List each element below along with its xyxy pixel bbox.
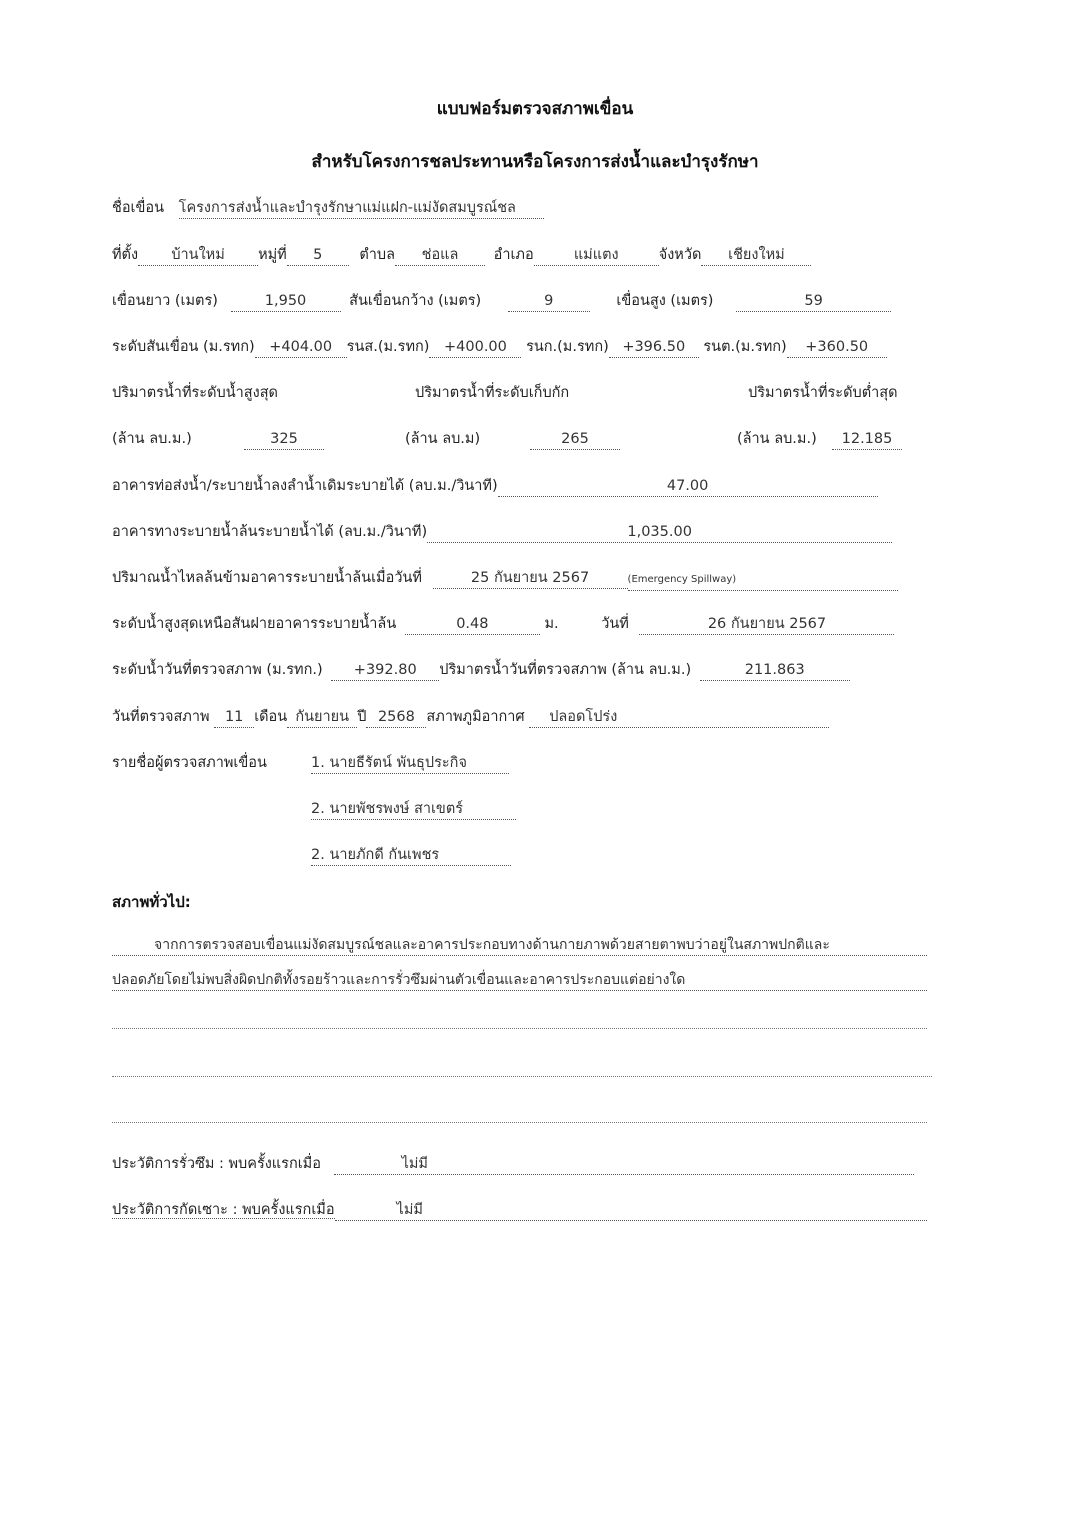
form-subtitle: สำหรับโครงการชลประทานหรือโครงการส่งน้ำและบำรุงรักษา <box>311 152 759 172</box>
length-label: เขื่อนยาว (เมตร) <box>112 293 218 309</box>
inspection-month-label: เดือน <box>254 709 288 725</box>
inspection-year-field[interactable]: 2568 <box>366 707 426 728</box>
spillway-row <box>112 520 892 544</box>
general-line-1 <box>112 933 927 957</box>
form-title: แบบฟอร์มตรวจสภาพเขื่อน <box>436 99 634 119</box>
volume-max-unit: (ล้าน ลบ.ม.) <box>112 431 192 447</box>
general-text-line-1[interactable]: จากการตรวจสอบเขื่อนแม่งัดสมบูรณ์ชลและอาคารประกอบทางด้านกายภาพด้วยสายตาพบว่าอยู่ในสภาพปกติและ <box>112 935 927 956</box>
blank-line-2[interactable] <box>112 1076 932 1077</box>
blank-line-3[interactable] <box>112 1122 927 1123</box>
volume-max-label: ปริมาตรน้ำที่ระดับน้ำสูงสุด <box>112 385 278 401</box>
outlet-label: อาคารท่อส่งน้ำ/ระบายน้ำลงลำน้ำเดิมระบายได้ (ลบ.ม./วินาที) <box>112 478 498 494</box>
volume-storage-field[interactable]: 265 <box>530 429 620 450</box>
volume-storage-unit: (ล้าน ลบ.ม) <box>405 431 481 447</box>
inspector-name-2[interactable]: 2. นายพัชรพงษ์ สาเขตร์ <box>311 799 516 820</box>
erosion-history-row <box>112 1198 927 1222</box>
province-field[interactable]: เชียงใหม่ <box>701 245 811 266</box>
crest-width-label: สันเขื่อนกว้าง (เมตร) <box>349 293 482 309</box>
normal-level-label: รนก.(ม.รทก) <box>526 339 609 355</box>
location-row <box>112 243 811 267</box>
max-over-spillway-date-field[interactable]: 26 กันยายน 2567 <box>639 614 894 635</box>
general-text-line-2[interactable]: ปลอดภัยโดยไม่พบสิ่งผิดปกติทั้งรอยร้าวและการรั่วซึมผ่านตัวเขื่อนและอาคารประกอบแต่อย่างใด <box>112 970 927 991</box>
location-label: ที่ตั้ง <box>112 247 139 263</box>
inspection-volume-field[interactable]: 211.863 <box>700 660 850 681</box>
dimensions-row <box>112 289 891 313</box>
overflow-label: ปริมาณน้ำไหลล้นข้ามอาคารระบายน้ำล้นเมื่อวันที่ <box>112 570 422 586</box>
dam-name-field[interactable]: โครงการส่งน้ำและบำรุงรักษาแม่แฝก-แม่งัดสมบูรณ์ชล <box>179 198 544 219</box>
erosion-label: ประวัติการกัดเซาะ : พบครั้งแรกเมื่อ <box>112 1202 335 1218</box>
levels-row <box>112 335 887 359</box>
outlet-row <box>112 474 878 498</box>
inspection-level-field[interactable]: +392.80 <box>331 660 439 681</box>
dam-name-label: ชื่อเขื่อน <box>112 200 165 216</box>
inspection-date-label: วันที่ตรวจสภาพ <box>112 709 210 725</box>
moo-field[interactable]: 5 <box>287 245 349 266</box>
overflow-row <box>112 566 898 590</box>
inspection-level-label: ระดับน้ำวันที่ตรวจสภาพ (ม.รทก.) <box>112 662 323 678</box>
province-label: จังหวัด <box>658 247 702 263</box>
max-over-spillway-row <box>112 612 894 636</box>
max-over-spillway-date-label: วันที่ <box>601 616 629 632</box>
general-line-2 <box>112 968 927 992</box>
subdistrict-label: ตำบล <box>359 247 396 263</box>
erosion-field[interactable]: ไม่มี <box>335 1200 927 1221</box>
min-level-label: รนต.(ม.รทก) <box>703 339 787 355</box>
inspection-volume-label: ปริมาตรน้ำวันที่ตรวจสภาพ (ล้าน ลบ.ม.) <box>439 662 692 678</box>
inspector-name-3[interactable]: 2. นายภักดี กันเพชร <box>311 845 511 866</box>
crest-level-label: ระดับสันเขื่อน (ม.รทก) <box>112 339 255 355</box>
overflow-date-field[interactable]: 25 กันยายน 2567 <box>433 568 628 589</box>
height-field[interactable]: 59 <box>736 291 891 312</box>
weather-label: สภาพภูมิอากาศ <box>426 709 525 725</box>
dam-name-row <box>112 196 544 220</box>
max-level-field[interactable]: +400.00 <box>429 337 521 358</box>
general-heading: สภาพทั่วไป: <box>112 893 191 911</box>
seepage-label: ประวัติการรั่วซึม : พบครั้งแรกเมื่อ <box>112 1156 321 1172</box>
max-over-spillway-unit: ม. <box>544 616 559 632</box>
volume-min-unit: (ล้าน ลบ.ม.) <box>737 431 817 447</box>
inspector-name-1[interactable]: 1. นายธีรัตน์ พันธุประกิจ <box>311 753 509 774</box>
length-field[interactable]: 1,950 <box>231 291 341 312</box>
seepage-history-row <box>112 1152 914 1176</box>
volume-min-field[interactable]: 12.185 <box>832 429 902 450</box>
spillway-label: อาคารทางระบายน้ำล้นระบายน้ำได้ (ลบ.ม./วินาที) <box>112 524 428 540</box>
height-label: เขื่อนสูง (เมตร) <box>616 293 714 309</box>
inspectors-label: รายชื่อผู้ตรวจสภาพเขื่อน <box>112 755 267 771</box>
volume-min-label: ปริมาตรน้ำที่ระดับต่ำสุด <box>748 385 898 401</box>
district-field[interactable]: แม่แตง <box>534 245 659 266</box>
max-over-spillway-field[interactable]: 0.48 <box>405 614 540 635</box>
spillway-field[interactable]: 1,035.00 <box>427 522 892 543</box>
crest-width-field[interactable]: 9 <box>508 291 590 312</box>
moo-label: หมู่ที่ <box>258 247 287 263</box>
inspection-month-field[interactable]: กันยายน <box>287 707 357 728</box>
subdistrict-field[interactable]: ช่อแล <box>395 245 485 266</box>
seepage-field[interactable]: ไม่มี <box>334 1154 914 1175</box>
weather-field[interactable]: ปลอดโปร่ง <box>529 707 829 728</box>
village-field[interactable]: บ้านใหม่ <box>138 245 258 266</box>
min-level-field[interactable]: +360.50 <box>787 337 887 358</box>
inspection-day-field[interactable]: 11 <box>214 707 254 728</box>
max-level-label: รนส.(ม.รทก) <box>346 339 430 355</box>
volume-storage-label: ปริมาตรน้ำที่ระดับเก็บกัก <box>415 385 570 401</box>
overflow-note: (Emergency Spillway) <box>628 570 898 591</box>
inspection-water-row <box>112 658 850 682</box>
crest-level-field[interactable]: +404.00 <box>255 337 347 358</box>
inspection-year-label: ปี <box>357 709 367 725</box>
blank-line-1[interactable] <box>112 1028 927 1029</box>
outlet-field[interactable]: 47.00 <box>498 476 878 497</box>
volume-max-field[interactable]: 325 <box>244 429 324 450</box>
max-over-spillway-label: ระดับน้ำสูงสุดเหนือสันฝายอาคารระบายน้ำล้น <box>112 616 397 632</box>
district-label: อำเภอ <box>493 247 534 263</box>
inspection-date-row <box>112 705 829 729</box>
normal-level-field[interactable]: +396.50 <box>609 337 699 358</box>
